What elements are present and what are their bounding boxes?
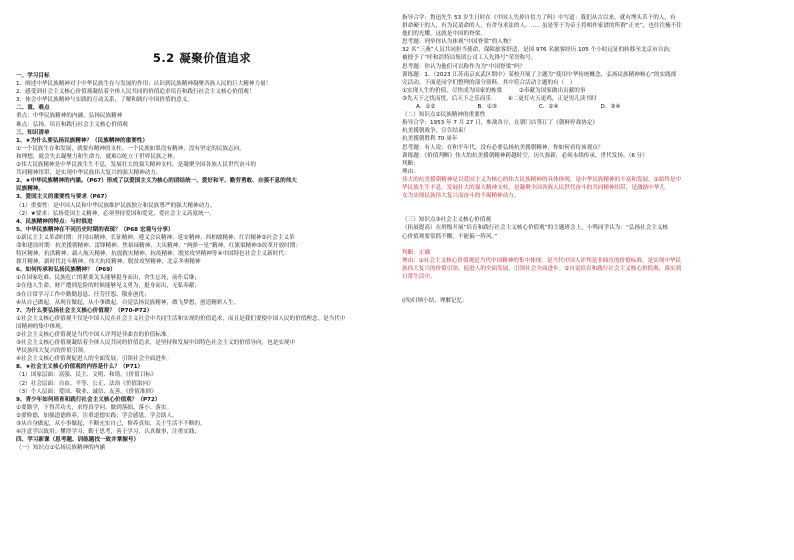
text-line: (四)归纳小结，理解记忆： [402, 298, 468, 305]
text-line: ③社会主义核心价值观凝结着全体人民共同的价值追求，是坚持和发展中国特色社会主义的价值导向，也是实现中 [16, 340, 296, 347]
answer-option: C．②④ [538, 104, 559, 111]
text-line: 判断： [402, 160, 419, 167]
text-line: （1）重要性：是中国人民和中华民族维护民族独立和民族尊严的强大精神动力。 [16, 202, 216, 209]
text-line: （3）个人层面：爱国、敬业、诚信、友善。《价值准则》 [16, 388, 157, 395]
text-line [402, 281, 778, 289]
text-line: ③在日常学习工作中勤勤恳恳、任劳任怨、敬业创优； [16, 291, 150, 298]
text-line: 探月精神、新时代北斗精神、伟大抗疫精神、脱贫攻坚精神、北京冬奥精神 [16, 259, 201, 266]
text-line: 指导合学：1953 年 7 月 27 日，参战各方，在朝门店签订了《朝鲜停战协定》 [402, 120, 599, 127]
text-line: ②在他人生命、财产遭到危险的时候能够见义勇为，挺身而出，无私奉献； [16, 283, 201, 290]
text-line: 1．阐述中华民族精神对于中华民族生存与发展的作用；认识到民族精神凝聚各族人民的巨大精神力量！ [16, 81, 272, 88]
text-line: （2）★要求：弘扬爱国主义精神，必须坚持爱国和爱党、爱社会主义高度统一。 [16, 210, 215, 217]
text-line: （1）国家层面：富强、民主、文明、和谐。《价值目标》 [16, 372, 157, 379]
text-line: ④社会主义核心价值观促进人的全面发展，引领社会全面进步。 [16, 356, 173, 363]
text-line: 32 名“三燕”人员共同担当使命，保障旅客舒适，是国 976 名旅客经历 105 个小时远征的转移至北京市自治， [402, 47, 675, 54]
text-line: （拓展提高）在班级开展“培育和践行社会主义核心价值观”的主题班会上，小鸣同学认为：“弘扬社会主义核 [402, 225, 669, 232]
text-line: 理由：①社会主义核心价值观是当代中国精神的集中体现，是当代中国人评判是非曲直的价值标准，是实现中华民 [402, 257, 682, 264]
text-line: 2．感受到社会主义核心价值观凝结着全体人民共同的价值追求培育和践行社会主义核心价值观！ [16, 89, 255, 96]
text-line: ③先天下之忧而忧，后天下之乐而乐 ④二更灯火五更鸡，正是男儿读书时 [402, 95, 597, 102]
text-line: 特区精神、抗洪精神、载人航天精神、抗震救灾精神、抗疫精神、脱贫攻坚精神等④中国特色社会主义新时代： [16, 251, 290, 258]
text-line: ④从自己做起，从现在做起，从小事做起，自觉弘扬民族精神，做飞梦想，创造精彩人生。 [16, 299, 240, 306]
text-line: 华民族伟大复兴的价值引领。 [16, 348, 89, 355]
page-title: 5.2 凝聚价值追求 [152, 51, 252, 65]
text-line: 伟大的抗美援朝精神是以爱国主义为核心的伟大民族精神的具体体现，是中华民族精神的丰富和发展。②始终是中 [402, 176, 682, 183]
text-line: 四、学习新课（思考题、训练题找一致并掌握号） [16, 437, 140, 444]
text-line: 思考题：有人说：在和平年代，没有必要弘扬抗美援朝精神，你如何看待该观点？ [402, 144, 604, 151]
text-line: 训练题：1．（2023 江苏南京玄武区期中）某校开展了主题为“使用中华传统概念，弘扬民族精神核心”的实践探 [402, 71, 677, 78]
text-line: 二、重、难点 [16, 105, 50, 112]
text-line: ③从自身做起，从小事做起，不断充实自己，修养真知，关于生活不不断的。 [16, 421, 206, 428]
text-line: 被授予了“呼和浩特局集团公司工人先锋号”荣誉称号。 [402, 55, 537, 62]
text-line: 拼命硬干的人，有为民请命的人，有舍身求法的人，……虽是等于为帝王将相作家谱的所谓“正史”，也往往掩不住 [402, 23, 682, 30]
text-line: ②社会主义核心价值观是当代中国人评判是非曲直的价值标准。 [16, 332, 173, 338]
text-line: 抗美援朝胜利 70 周年 [402, 136, 458, 143]
answer-options [402, 103, 778, 111]
text-line: 和理想，就会失去凝聚力和生命力，就难以屹立于世界民族之林。 [16, 153, 179, 160]
text-line: 族伟大复兴的价值引领，促进人的全面发展，引领社会全面进步。②自觉培育和践行社会主义核心价值观，落实到 [402, 265, 682, 272]
text-line: 一、学习目标 [16, 73, 50, 79]
text-line: 女为实现民族伟大复兴而奋斗的不竭精神动力。 [402, 193, 520, 200]
text-line [402, 289, 778, 297]
answer-option: B．①③ [477, 104, 497, 111]
text-line [402, 208, 778, 216]
right-column [402, 14, 778, 305]
text-line: 难点：弘扬、培育和践行社会主义核心价值观 [16, 121, 128, 128]
text-line: ②要修德，加强道德修养，注重道德实践；学会感恩，学会助人。 [16, 412, 178, 419]
text-line: 日常生活中。 [402, 274, 436, 280]
text-line: 国精神的集中体现。 [16, 323, 67, 330]
text-line: （三）知识点③社会主义核心价值观 [402, 217, 491, 224]
text-line: ②伟大民族精神是中华民族生生不息，发展壮大的强大精神支柱，是凝聚全国各族人民世代奋斗的 [16, 162, 256, 169]
text-line: （二）知识点②民族精神的重要性 [402, 112, 486, 119]
text-line: 重点：中华民族精神的内涵，弘扬民族精神 [16, 113, 123, 120]
text-line: 9、青少年如何培育和践行社会主义核心价值观？（P72） [16, 396, 161, 403]
text-line: 判断：正确 [402, 249, 430, 256]
text-line: 究活动。下面是同学们整理的部分资料，其中符合活动主题的有（ ） [402, 79, 576, 86]
text-line [402, 241, 778, 249]
text-line: 理由： [402, 168, 419, 175]
text-line: 华民族生生不息，发展壮大的强大精神支柱，是凝聚全国各族人民世代奋斗的共同精神纽带，是激励中华儿 [402, 184, 665, 191]
text-line: ①新民主主义革命时期：井冈山精神、长征精神、遵义会议精神、延安精神、西柏坡精神、红岩精神②社会主义革 [16, 234, 295, 241]
text-line: 思考题：你认为他们可以称作为为“中国脊梁”吗？ [402, 63, 526, 70]
text-line: 6、如何传承和弘扬民族精神？（P69） [16, 267, 116, 274]
text-line: ①社会主义核心价值观不仅是中国人民在社会主义社会中共同生活和实现的价值追求，而且是我们要使中国人民的价值理念，是当代中 [16, 315, 346, 322]
text-line: （一）知识点①弘扬民族精神的内涵 [16, 445, 105, 452]
text-line: （2）社会层面：自由、平等、公正、法治《价值取向》 [16, 380, 154, 387]
text-line: ①实现人生的价值，尽快成为国家的栋梁 ②奉献为国家做出贡献的事 [402, 87, 586, 94]
text-line: 民族精神。 [16, 186, 44, 193]
text-line: ①一个民族生存和发展，就要有精神的支柱。一个民族如果没有精神，没有坚定的民族志向， [16, 145, 245, 152]
text-line: 3、爱国主义的重要性与要求（P67） [16, 194, 111, 201]
left-column [16, 42, 388, 452]
answer-option: D．③④ [600, 104, 621, 111]
text-line: 4、民族精神的特点：与时俱进 [16, 218, 93, 225]
text-line: ④注意学以致用；懂得学习；勤于思考，善于学习，认真做事，注重实践； [16, 429, 201, 436]
text-line: 指导合学：鲁迅先生 53 岁生日时在《中国人失掉自信力了吗》中写道：我们从古以来，就有埋头苦干的人，有 [402, 15, 676, 21]
text-line: 三、知识清单 [16, 129, 50, 136]
answer-option: A．①② [416, 104, 436, 111]
text-line: ①要勤学，下得苦功夫，求得真学问。做到落细、落小、落实。 [16, 404, 173, 411]
text-line: 7、为什么要弘扬社会主义核心价值观？（P70-P72） [16, 307, 153, 314]
text-line: 命和建设时期：抗美援朝精神、雷锋精神、焦裕禄精神、大庆精神、“两弹一星”精神、红旗渠精神③改革开放时期： [16, 242, 301, 249]
right-text-block [402, 14, 778, 305]
text-line: 5、中华民族精神在不同历史时期的表现？（P68 宏观与分享） [16, 226, 174, 233]
text-line: 共同精神纽带，是实现中华民族伟大复兴的强大精神动力。 [16, 170, 162, 177]
text-line: 心价值观要常抓不懈，不能搞一阵风。” [402, 233, 498, 240]
text-line: 3．体会中华民族精神与实践的互动关系，了解和践行中国价值的意义。 [16, 97, 193, 104]
left-text-block [16, 72, 388, 452]
text-line: 训练题：《价值判断》伟大的抗美援朝精神跨越时空，历久弥新，必须永续传承，世代发扬。（6 分） [402, 152, 648, 159]
text-line: 思考题：列举你认为体现“中国脊梁”的人物？ [402, 39, 515, 46]
text-line: 8、★社会主义核心价值观的内容是什么？（P71） [16, 364, 144, 371]
text-line: 2、★中华民族精神的内涵。（P67）形成了以爱国主义为核心的团结统一、爱好和平、勤劳勇敢、自强不息的伟大 [16, 178, 297, 185]
text-line: 1、★为什么要弘扬民族精神？（民族精神的重要性） [16, 137, 148, 144]
text-line [402, 200, 778, 208]
text-line: 抗美援朝战争，宣告结束！ [402, 128, 470, 135]
text-line: ①在国家危难、民族危亡的紧要关头能够挺身而出，舍生忘死，前仆后继； [16, 275, 201, 282]
text-line: 他们的光耀，这就是中国的脊梁。 [402, 31, 486, 38]
